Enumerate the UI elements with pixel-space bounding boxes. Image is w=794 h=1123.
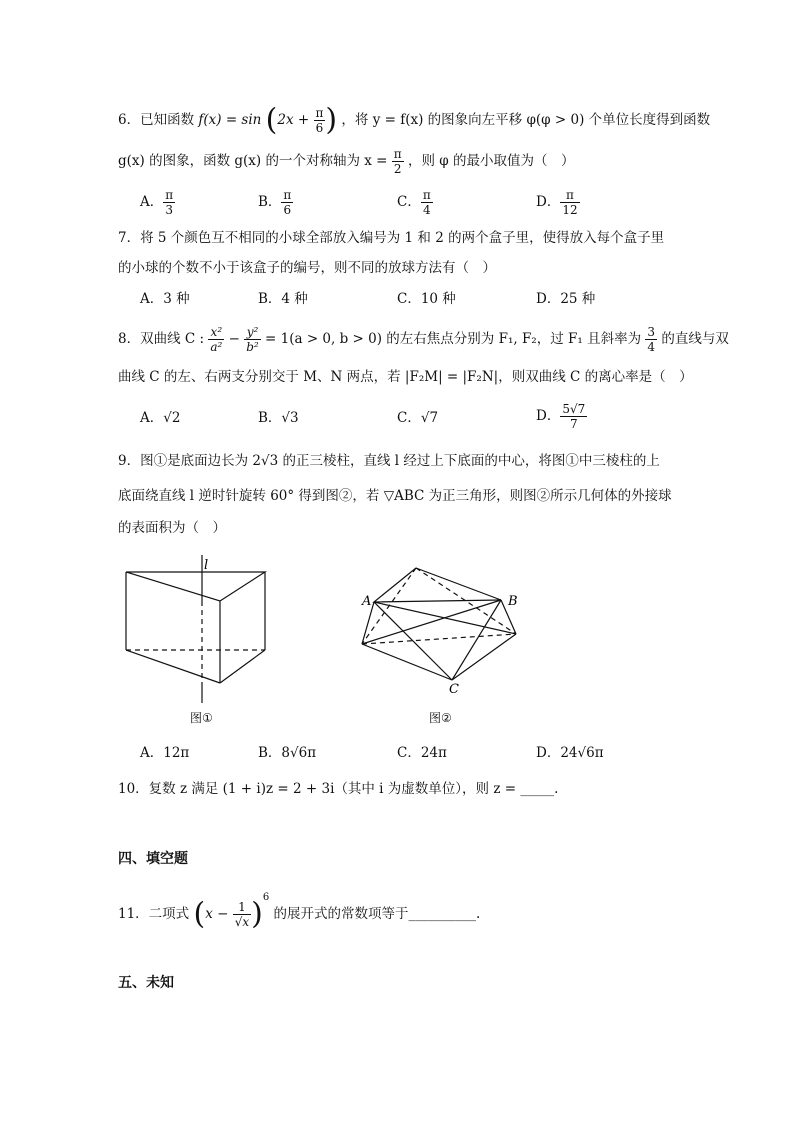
q8-slope-fraction: $\frac{3}{4}$ bbox=[647, 325, 656, 354]
q8-text-mid: = 1(a > 0, b > 0) 的左右焦点分别为 F₁, F₂，过 F₁ 且斜率为 bbox=[265, 331, 642, 347]
q8-text-post: 的直线与双 bbox=[661, 331, 729, 347]
q7-option-d[interactable]: D．25 种 bbox=[536, 291, 596, 307]
q8-option-c[interactable]: C．√7 bbox=[397, 410, 439, 426]
q6-text: 6．已知函数 bbox=[118, 112, 195, 128]
figure-1-label: 图① bbox=[190, 711, 213, 725]
q8-text: 8．双曲线 C : bbox=[118, 331, 205, 347]
question-9-line-3: 的表面积为（ ） bbox=[118, 520, 226, 536]
q6-axis-fraction: $\frac{\pi}{2}$ bbox=[393, 147, 402, 176]
q8-y-fraction: $\frac{\text{y²}}{\text{b²}}$ bbox=[246, 325, 259, 354]
section-5-heading: 五、未知 bbox=[118, 975, 174, 991]
q6-line2-text: g(x) 的图象，函数 g(x) 的一个对称轴为 x = bbox=[118, 153, 388, 169]
q8-option-d[interactable]: D． $\frac{5√7}{7}$ bbox=[536, 402, 586, 431]
q11-exponent: 6 bbox=[262, 892, 270, 903]
question-8-line-1 bbox=[118, 325, 729, 354]
question-8-line-2: 曲线 C 的左、右两支分别交于 M、N 两点，若 |F₂M| = |F₂N|，则双曲线 C 的离心率是（ ） bbox=[118, 369, 693, 385]
q7-option-c[interactable]: C．10 种 bbox=[397, 291, 456, 307]
q6-option-c[interactable]: C． $\frac{\pi}{4}$ bbox=[397, 188, 431, 217]
q8-option-b[interactable]: B．√3 bbox=[258, 410, 299, 426]
figure-2-solid bbox=[356, 560, 526, 700]
question-7-line-1: 7．将 5 个颜色互不相同的小球全部放入编号为 1 和 2 的两个盒子里，使得放入每个盒子里 bbox=[118, 230, 665, 246]
q7-option-a[interactable]: A．3 种 bbox=[140, 291, 190, 307]
q9-option-d[interactable]: D．24√6π bbox=[536, 745, 604, 761]
question-9-line-2: 底面绕直线 l 逆时针旋转 60° 得到图②，若 ▽ABC 为正三角形，则图②所示几何体的外接球 bbox=[118, 488, 672, 504]
q8-minus: − bbox=[228, 331, 240, 347]
question-10: 10．复数 z 满足 (1 + i)z = 2 + 3i（其中 i 为虚数单位），则 z = _____. bbox=[118, 781, 559, 797]
q8-x-fraction: $\frac{\text{x²}}{\text{a²}}$ bbox=[210, 325, 223, 354]
q6-text-mid: ，将 y = f(x) 的图象向左平移 φ(φ > 0) 个单位长度得到函数 bbox=[341, 112, 711, 128]
q11-x: x − bbox=[205, 906, 229, 922]
question-6-line-1 bbox=[118, 102, 711, 138]
left-paren: ( bbox=[265, 102, 278, 138]
q8-option-a[interactable]: A．√2 bbox=[140, 410, 181, 426]
point-b-label: B bbox=[508, 594, 518, 609]
q6-option-b[interactable]: B． $\frac{\pi}{6}$ bbox=[258, 188, 292, 217]
figure-1-prism bbox=[118, 555, 278, 705]
section-4-heading: 四、填空题 bbox=[118, 851, 188, 867]
q11-text-post: 的展开式的常数项等于__________. bbox=[273, 906, 481, 922]
q6-fraction: $\frac{\pi}{6}$ bbox=[315, 106, 324, 135]
q6-arg: 2x + bbox=[277, 112, 310, 128]
fig1-line-l-label: l bbox=[204, 558, 209, 573]
right-paren: ) bbox=[325, 102, 338, 138]
q11-fraction: $\frac{1}{√x}$ bbox=[234, 900, 250, 929]
q6-option-a[interactable]: A． $\frac{\pi}{3}$ bbox=[140, 188, 174, 217]
point-c-label: C bbox=[449, 682, 459, 697]
q11-right-paren: ) bbox=[251, 896, 263, 932]
q9-option-a[interactable]: A．12π bbox=[140, 745, 190, 761]
q6-option-d[interactable]: D． $\frac{\pi}{12}$ bbox=[536, 188, 578, 217]
q6-function: f(x) = sin bbox=[198, 112, 262, 128]
question-6-line-2 bbox=[118, 147, 575, 176]
q9-option-b[interactable]: B．8√6π bbox=[258, 745, 317, 761]
q6-line2-post: ，则 φ 的最小取值为（ ） bbox=[407, 153, 575, 169]
q11-left-paren: ( bbox=[193, 896, 206, 932]
question-11 bbox=[118, 888, 481, 932]
q9-option-c[interactable]: C．24π bbox=[397, 745, 447, 761]
point-a-label: A bbox=[362, 594, 372, 609]
question-7-line-2: 的小球的个数不小于该盒子的编号，则不同的放球方法有（ ） bbox=[118, 260, 496, 276]
figure-2-label: 图② bbox=[429, 711, 452, 725]
q11-text: 11．二项式 bbox=[118, 906, 190, 922]
question-9-line-1: 9．图①是底面边长为 2√3 的正三棱柱，直线 l 经过上下底面的中心，将图①中三棱柱的上 bbox=[118, 453, 660, 469]
q7-option-b[interactable]: B．4 种 bbox=[258, 291, 308, 307]
